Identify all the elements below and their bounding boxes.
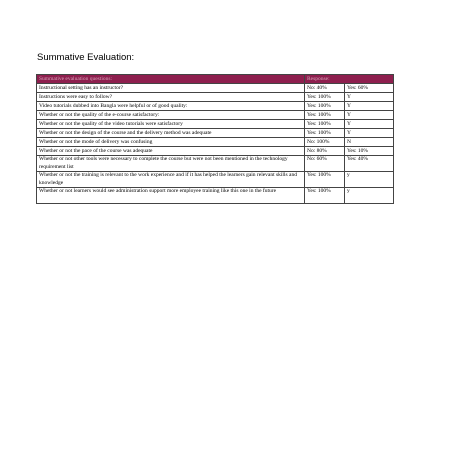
table-row — [37, 188, 394, 204]
table-row — [37, 147, 394, 156]
table-row — [37, 156, 394, 172]
response-b-cell: N — [345, 138, 394, 147]
response-a-cell: Yes: 100% — [305, 93, 345, 102]
response-a-cell: Yes: 100% — [305, 120, 345, 129]
response-a-cell: No: 80% — [305, 147, 345, 156]
response-a-cell: Yes: 100% — [305, 111, 345, 120]
response-a-cell: No: 40% — [305, 84, 345, 93]
response-a-cell: No: 60% — [305, 156, 345, 172]
header-question: Summative evaluation questions: — [37, 75, 305, 84]
response-b-cell: Y — [345, 120, 394, 129]
table-row — [37, 138, 394, 147]
question-cell: Whether or not the design of the course and the delivery method was adequate — [37, 129, 305, 138]
response-b-cell: Yes: 40% — [345, 156, 394, 172]
response-a-cell: Yes: 100% — [305, 129, 345, 138]
question-cell: Instructions were easy to follow? — [37, 93, 305, 102]
question-cell: Whether or not learners would see administration support more employee training like this one in the future — [37, 188, 305, 204]
response-b-cell: y — [345, 188, 394, 204]
response-a-cell: Yes: 100% — [305, 102, 345, 111]
question-cell: Whether or not the training is relevant to the work experience and if it has helped the learners gain relevant skills and knowledge — [37, 172, 305, 188]
response-a-cell: Yes: 100% — [305, 172, 345, 188]
table-row — [37, 102, 394, 111]
question-cell: Video tutorials dubbed into Bangla were helpful or of good quality: — [37, 102, 305, 111]
section-heading: Summative Evaluation: — [37, 52, 135, 63]
response-a-cell: No: 100% — [305, 138, 345, 147]
table-row — [37, 120, 394, 129]
response-b-cell: Yes: 60% — [345, 84, 394, 93]
response-b-cell: Yes: 10% — [345, 147, 394, 156]
table-row — [37, 129, 394, 138]
table-row — [37, 111, 394, 120]
table-header-row — [37, 75, 394, 84]
response-b-cell: Y — [345, 111, 394, 120]
table-row — [37, 172, 394, 188]
question-cell: Whether or not other tools were necessary to complete the course but were not been mentioned in the technology requirement list — [37, 156, 305, 172]
response-b-cell: Y — [345, 129, 394, 138]
response-b-cell: Y — [345, 102, 394, 111]
question-cell: Whether or not the pace of the course was adequate — [37, 147, 305, 156]
response-b-cell: y — [345, 172, 394, 188]
evaluation-table — [36, 74, 394, 204]
table-row — [37, 93, 394, 102]
response-a-cell: Yes: 100% — [305, 188, 345, 204]
question-cell: Whether or not the mode of delivery was confusing — [37, 138, 305, 147]
question-cell: Instructional setting has an instructor? — [37, 84, 305, 93]
response-b-cell: Y — [345, 93, 394, 102]
question-cell: Whether or not the quality of the e-course satisfactory: — [37, 111, 305, 120]
header-response: Response: — [305, 75, 394, 84]
table-row — [37, 84, 394, 93]
question-cell: Whether or not the quality of the video tutorials were satisfactory — [37, 120, 305, 129]
